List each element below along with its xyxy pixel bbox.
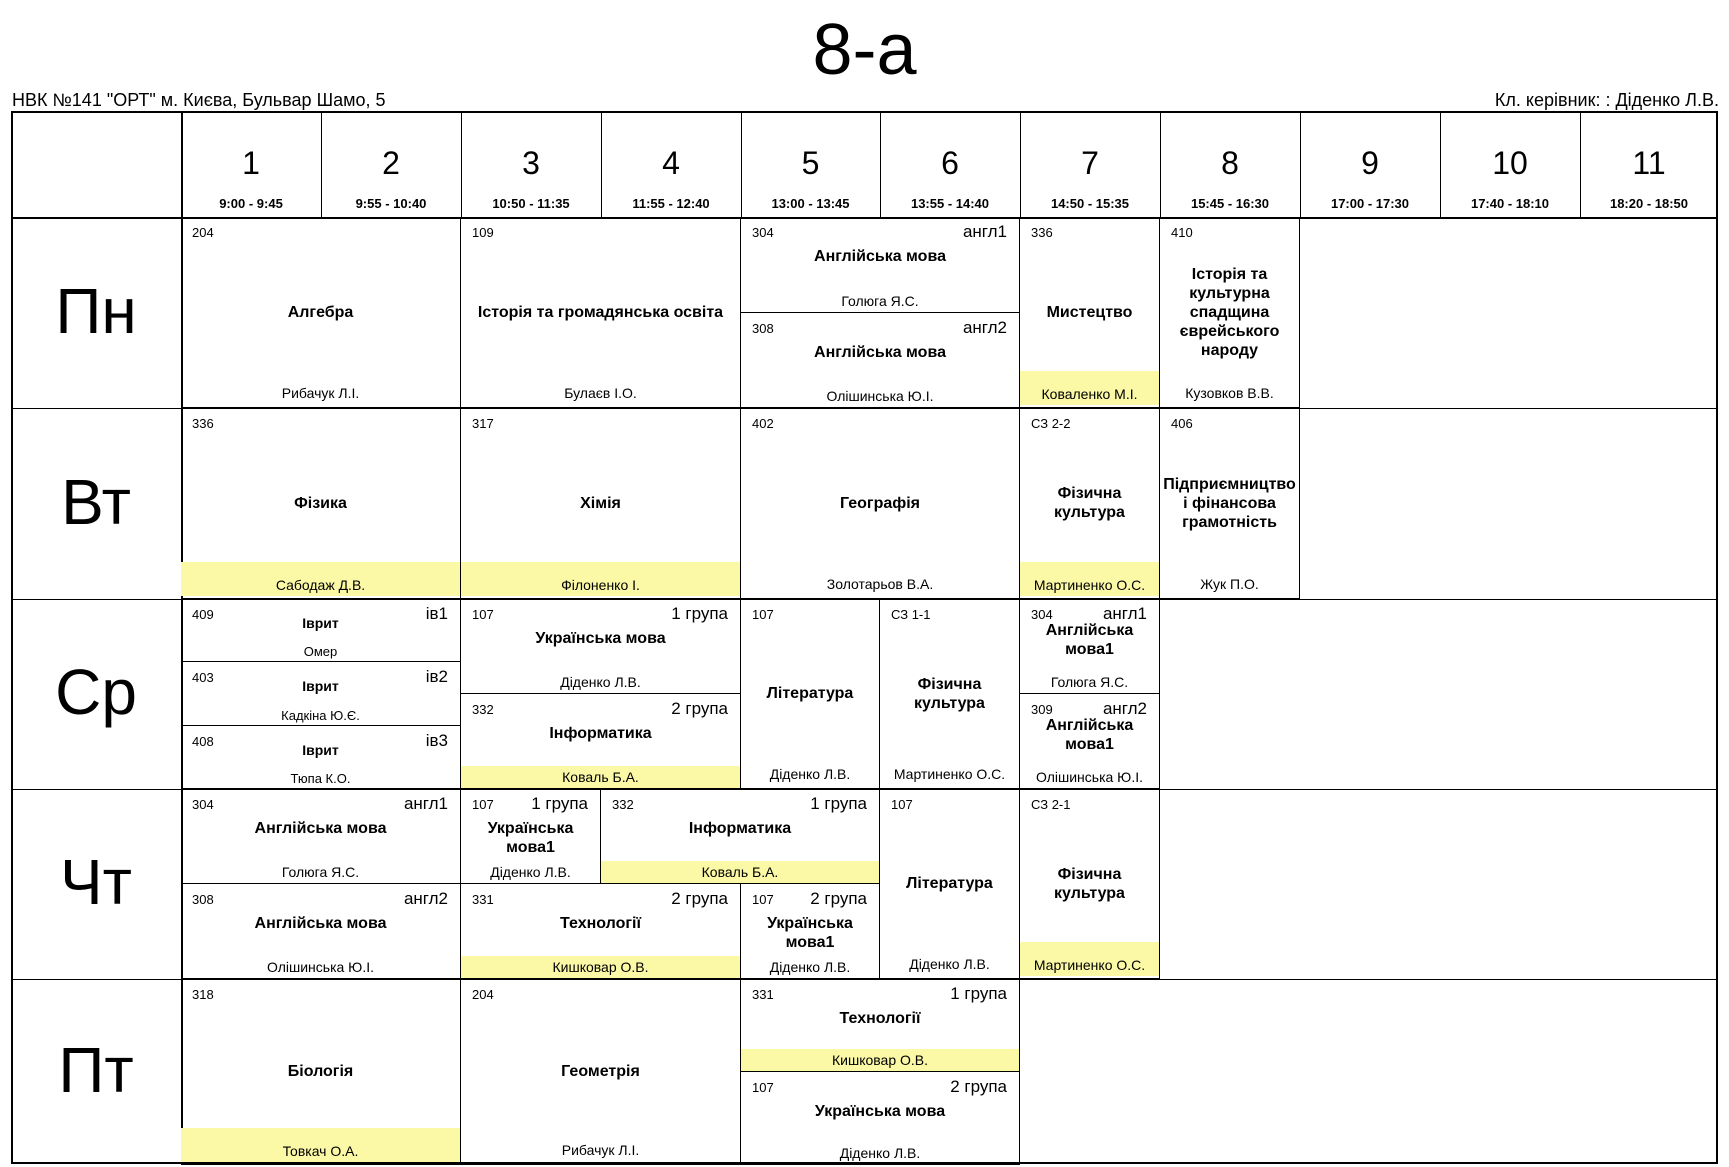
period-time: 11:55 - 12:40 — [632, 196, 710, 211]
school-name: НВК №141 "ОРТ" м. Києва, Бульвар Шамо, 5 — [12, 90, 386, 110]
room-number: 409 — [192, 607, 214, 622]
period-number: 4 — [662, 145, 680, 181]
lesson-cell — [181, 408, 461, 599]
subject-name: Фізика — [294, 494, 347, 512]
room-number: СЗ 2-2 — [1031, 416, 1071, 431]
lesson-cell — [461, 884, 741, 979]
group-label: ів2 — [425, 667, 448, 687]
group-label: англ2 — [403, 889, 448, 908]
room-number: 304 — [752, 225, 774, 240]
room-number: 403 — [192, 670, 214, 686]
room-number: 309 — [1031, 702, 1053, 717]
period-time: 9:00 - 9:45 — [219, 196, 283, 211]
grid-line — [321, 111, 322, 217]
teacher-name: Філоненко І. — [461, 562, 740, 596]
teacher-name: Діденко Л.В. — [839, 1145, 921, 1161]
group-label: ів1 — [425, 604, 448, 623]
room-number: 406 — [1171, 416, 1193, 431]
subject-name: Українська мова1 — [487, 820, 574, 856]
subject-name: Іврит — [302, 615, 339, 631]
lesson-cell — [461, 694, 741, 789]
teacher-name: Мартиненко О.С. — [1020, 562, 1159, 596]
lesson-cell — [181, 884, 461, 979]
room-number: 107 — [472, 797, 494, 812]
subject-name: Українська мова — [535, 630, 666, 647]
room-number: СЗ 2-1 — [1031, 797, 1071, 812]
room-number: 107 — [472, 607, 494, 622]
room-number: 107 — [752, 892, 774, 907]
subject-name: Фізична культура — [914, 675, 985, 712]
teacher-name: Діденко Л.В. — [560, 674, 641, 690]
lesson-cell — [880, 789, 1020, 979]
period-number: 8 — [1221, 145, 1239, 181]
lesson-cell — [880, 599, 1020, 789]
lesson-cell — [1020, 599, 1160, 694]
subject-name: Історія та громадянська освіта — [477, 303, 724, 321]
subject-name: Технології — [839, 1010, 921, 1027]
lesson-cell — [741, 313, 1020, 409]
grid-line — [741, 111, 742, 217]
teacher-name: Діденко Л.В. — [769, 766, 851, 782]
group-label: 1 група — [950, 984, 1007, 1003]
room-number: 304 — [192, 797, 214, 812]
grid-line — [1580, 111, 1581, 217]
teacher-name: Жук П.О. — [1200, 576, 1259, 592]
room-number: 318 — [192, 987, 214, 1002]
room-number: 331 — [752, 987, 774, 1002]
lesson-cell — [741, 1072, 1020, 1165]
room-number: 107 — [752, 1080, 774, 1095]
teacher-name: Коваль Б.А. — [601, 861, 879, 883]
group-label: англ1 — [1102, 604, 1147, 623]
lesson-cell — [1160, 217, 1300, 408]
room-number: 317 — [472, 416, 494, 431]
lesson-cell — [741, 217, 1020, 313]
room-number: 332 — [612, 797, 634, 812]
teacher-name: Золотарьов В.А. — [826, 576, 934, 592]
room-number: 109 — [472, 225, 494, 240]
subject-name: Англійська мова — [254, 820, 387, 837]
group-label: 1 група — [531, 794, 588, 813]
grid-line — [601, 111, 602, 217]
subject-name: Література — [906, 875, 993, 892]
teacher-name: Омер — [303, 644, 338, 660]
room-number: 107 — [891, 797, 913, 812]
grid-line — [880, 111, 881, 217]
period-number: 5 — [801, 145, 820, 181]
subject-name: Література — [766, 685, 854, 702]
subject-name: Геометрія — [561, 1063, 640, 1080]
teacher-name: Булаєв І.О. — [564, 385, 637, 401]
period-number: 10 — [1492, 145, 1528, 181]
subject-name: Фізична культура — [1054, 485, 1125, 521]
group-label: англ1 — [403, 794, 448, 813]
grid-line — [1300, 111, 1301, 217]
lesson-cell — [1020, 408, 1160, 599]
subject-name: Українська мова1 — [767, 915, 853, 951]
lesson-cell — [461, 599, 741, 694]
lesson-cell — [461, 979, 741, 1165]
class-teacher: Кл. керівник: : Діденко Л.В. — [1494, 90, 1719, 110]
group-label: англ1 — [962, 222, 1007, 241]
group-label: англ2 — [962, 317, 1007, 337]
subject-name: Хімія — [580, 494, 621, 512]
teacher-name: Рибачук Л.І. — [281, 385, 360, 401]
teacher-name: Рибачук Л.І. — [561, 1142, 640, 1158]
subject-name: Історія та культурна спадщина єврейського народу — [1179, 265, 1280, 359]
group-label: 1 група — [671, 604, 728, 623]
day-label: Пт — [58, 1034, 134, 1106]
room-number: 336 — [192, 416, 214, 431]
subject-name: Алгебра — [287, 303, 354, 321]
teacher-name: Кузовков В.В. — [1185, 385, 1274, 401]
grid-line — [1440, 111, 1441, 217]
room-number: 336 — [1031, 225, 1053, 240]
lesson-cell — [741, 408, 1020, 599]
period-number: 7 — [1081, 145, 1099, 181]
period-number: 9 — [1361, 145, 1379, 181]
room-number: 408 — [192, 733, 214, 749]
teacher-name: Діденко Л.В. — [769, 959, 851, 975]
subject-name: Англійська мова — [814, 343, 946, 361]
page-title: 8-а — [812, 10, 917, 90]
room-number: 402 — [752, 416, 774, 431]
subject-name: Фізична культура — [1054, 865, 1125, 902]
room-number: 308 — [192, 892, 214, 907]
teacher-name: Сабодаж Д.В. — [181, 562, 460, 596]
teacher-name: Голюга Я.С. — [1050, 674, 1129, 690]
room-number: 107 — [752, 607, 774, 622]
lesson-cell — [1020, 789, 1160, 979]
subject-name: Підприємництво і фінансова грамотність — [1163, 475, 1296, 531]
room-number: 331 — [472, 892, 494, 907]
teacher-name: Голюга Я.С. — [841, 292, 919, 309]
period-time: 10:50 - 11:35 — [492, 196, 570, 211]
lesson-cell — [181, 217, 461, 408]
subject-name: Біологія — [287, 1063, 354, 1080]
group-label: 1 група — [810, 794, 867, 813]
lesson-cell — [181, 789, 461, 884]
teacher-name: Кишковар О.В. — [741, 1049, 1019, 1071]
room-number: 332 — [472, 702, 494, 717]
lesson-cell — [741, 599, 880, 789]
subject-name: Мистецтво — [1046, 303, 1133, 321]
teacher-name: Діденко Л.В. — [909, 956, 990, 972]
teacher-name: Голюга Я.С. — [281, 864, 360, 880]
subject-name: Інформатика — [688, 820, 792, 837]
day-label: Чт — [60, 846, 132, 918]
lesson-cell — [461, 789, 601, 884]
period-time: 13:55 - 14:40 — [910, 196, 990, 211]
subject-name: Іврит — [302, 741, 339, 758]
group-label: 2 група — [810, 889, 867, 908]
lesson-cell — [461, 217, 741, 408]
subject-name: Іврит — [302, 678, 339, 695]
lesson-cell — [181, 599, 461, 662]
grid-line — [1020, 111, 1021, 217]
subject-name: Англійська мова — [814, 248, 946, 265]
subject-name: Інформатика — [549, 725, 652, 742]
subject-name: Технології — [560, 915, 641, 932]
group-label: 2 група — [671, 699, 728, 718]
lesson-cell — [1160, 408, 1300, 599]
day-label: Ср — [55, 656, 137, 728]
teacher-name: Коваль Б.А. — [461, 766, 740, 788]
group-label: 2 група — [671, 889, 728, 908]
lesson-cell — [181, 979, 461, 1165]
period-number: 1 — [242, 145, 260, 181]
period-number: 2 — [382, 145, 400, 181]
period-time: 17:00 - 17:30 — [1330, 196, 1410, 211]
period-number: 6 — [941, 145, 959, 181]
teacher-name: Тюпа К.О. — [290, 770, 351, 786]
lesson-cell — [1020, 217, 1160, 408]
period-time: 18:20 - 18:50 — [1609, 196, 1689, 211]
day-label: Вт — [61, 465, 131, 538]
subject-name: Українська мова — [814, 1103, 946, 1120]
grid-line — [1160, 111, 1161, 217]
teacher-name: Олішинська Ю.І. — [826, 388, 934, 404]
period-time: 17:40 - 18:10 — [1470, 196, 1550, 211]
group-label: англ2 — [1102, 699, 1147, 718]
room-number: 304 — [1031, 607, 1053, 622]
lesson-cell — [461, 408, 741, 599]
teacher-name: Кадкіна Ю.Є. — [281, 707, 360, 723]
period-time: 14:50 - 15:35 — [1050, 196, 1130, 211]
teacher-name: Мартиненко О.С. — [893, 766, 1006, 782]
lesson-cell — [181, 726, 461, 789]
subject-name: Англійська мова1 — [1045, 717, 1134, 753]
room-number: СЗ 1-1 — [891, 607, 931, 622]
grid-line — [461, 111, 462, 217]
day-label: Пн — [55, 274, 137, 347]
period-time: 9:55 - 10:40 — [355, 196, 427, 211]
group-label: ів3 — [425, 730, 448, 750]
teacher-name: Кишковар О.В. — [461, 956, 740, 978]
period-number: 3 — [522, 145, 540, 181]
subject-name: Англійська мова — [254, 915, 387, 932]
teacher-name: Товкач О.А. — [181, 1128, 460, 1162]
lesson-cell — [181, 662, 461, 725]
subject-name: Географія — [839, 494, 921, 512]
period-number: 11 — [1632, 145, 1666, 181]
period-time: 15:45 - 16:30 — [1190, 196, 1270, 211]
period-time: 13:00 - 13:45 — [771, 196, 850, 211]
lesson-cell — [741, 979, 1020, 1072]
teacher-name: Коваленко М.І. — [1020, 371, 1159, 405]
group-label: 2 група — [950, 1077, 1007, 1096]
lesson-cell — [601, 789, 880, 884]
room-number: 204 — [472, 987, 494, 1002]
subject-name: Англійська мова1 — [1045, 622, 1134, 658]
room-number: 308 — [752, 320, 774, 336]
room-number: 410 — [1171, 225, 1193, 240]
teacher-name: Діденко Л.В. — [490, 864, 571, 880]
teacher-name: Олішинська Ю.І. — [1035, 769, 1143, 785]
teacher-name: Мартиненко О.С. — [1020, 942, 1159, 976]
teacher-name: Олішинська Ю.І. — [266, 959, 374, 975]
lesson-cell — [741, 884, 880, 979]
lesson-cell — [1020, 694, 1160, 789]
room-number: 204 — [192, 225, 214, 240]
